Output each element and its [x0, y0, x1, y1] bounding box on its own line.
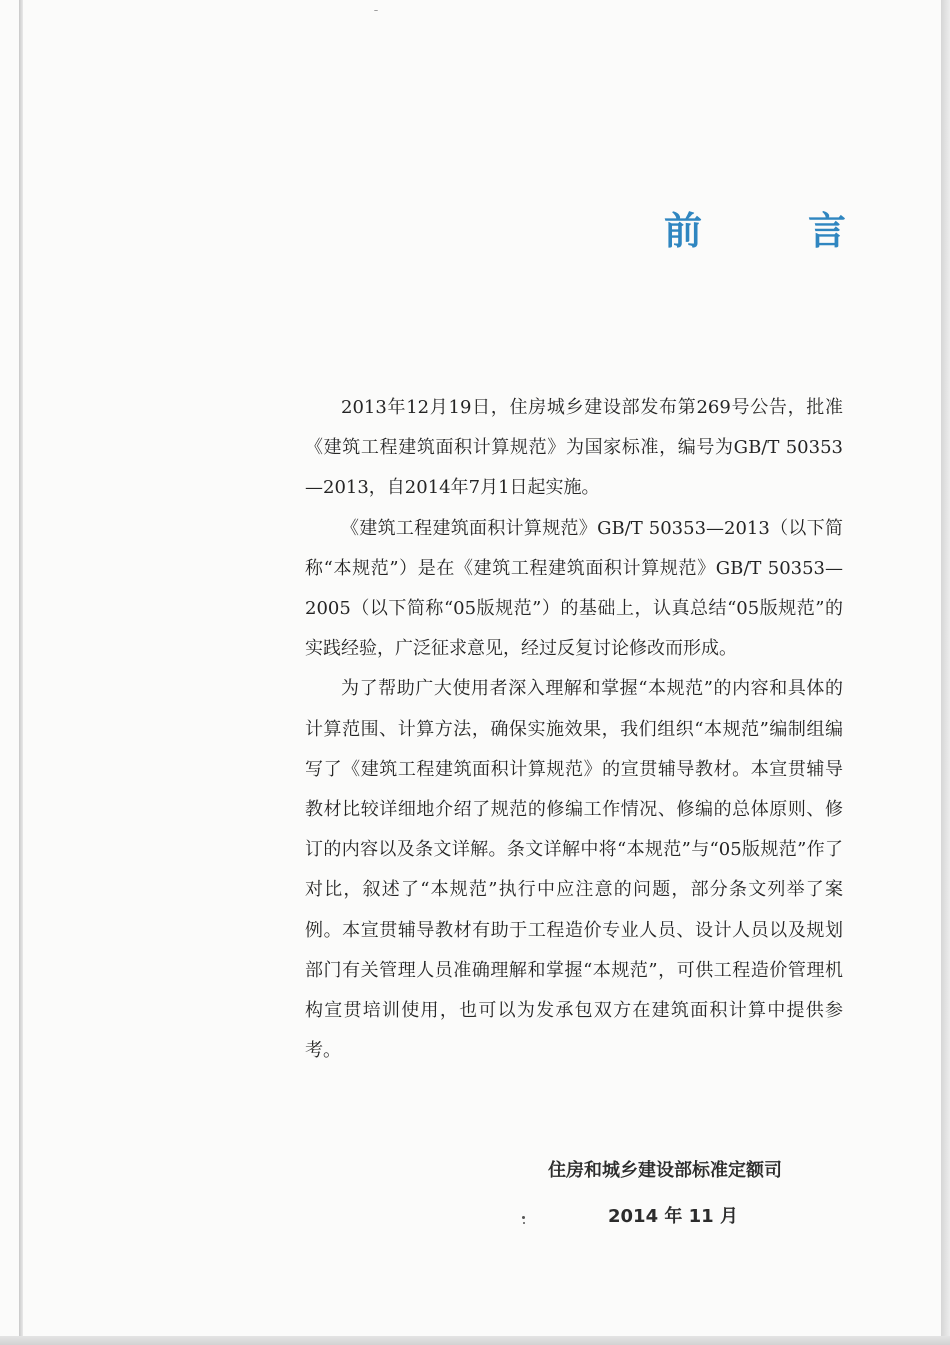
- scan-speck: [523, 1222, 525, 1224]
- page-left-edge: [19, 0, 23, 1345]
- paragraph-1: 2013年12月19日，住房城乡建设部发布第269号公告，批准《建筑工程建筑面积计算规范》为国家标准，编号为GB/T 50353—2013，自2014年7月1日起实施。: [305, 397, 843, 499]
- page-right-edge: [941, 0, 950, 1345]
- preface-body: [305, 388, 843, 1071]
- signature-date: 2014 年 11 月: [608, 1206, 738, 1227]
- paragraph-2: 《建筑工程建筑面积计算规范》GB/T 50353—2013（以下简称“本规范”）是在《建筑工程建筑面积计算规范》GB/T 50353—2005（以下简称“05版规范”）的基础上，认真总结“05版规范”的实践经验，广泛征求意见，经过反复讨论修改而形成。: [305, 517, 843, 660]
- signature-organization: 住房和城乡建设部标准定额司: [548, 1160, 782, 1181]
- page-title: 前 言: [663, 209, 880, 253]
- scan-speck: [374, 10, 378, 11]
- scan-speck: [522, 1216, 525, 1219]
- paragraph-3: 为了帮助广大使用者深入理解和掌握“本规范”的内容和具体的计算范围、计算方法，确保实施效果，我们组织“本规范”编制组编写了《建筑工程建筑面积计算规范》的宣贯辅导教材。本宣贯辅导教材比较详细地介绍了规范的修编工作情况、修编的总体原则、修订的内容以及条文详解。条文详解中将“本规范”与“05版规范”作了对比，叙述了“本规范”执行中应注意的问题，部分条文列举了案例。本宣贯辅导教材有助于工程造价专业人员、设计人员以及规划部门有关管理人员准确理解和掌握“本规范”，可供工程造价管理机构宣贯培训使用，也可以为发承包双方在建筑面积计算中提供参考。: [305, 678, 843, 1062]
- page-bottom-edge: [0, 1336, 950, 1345]
